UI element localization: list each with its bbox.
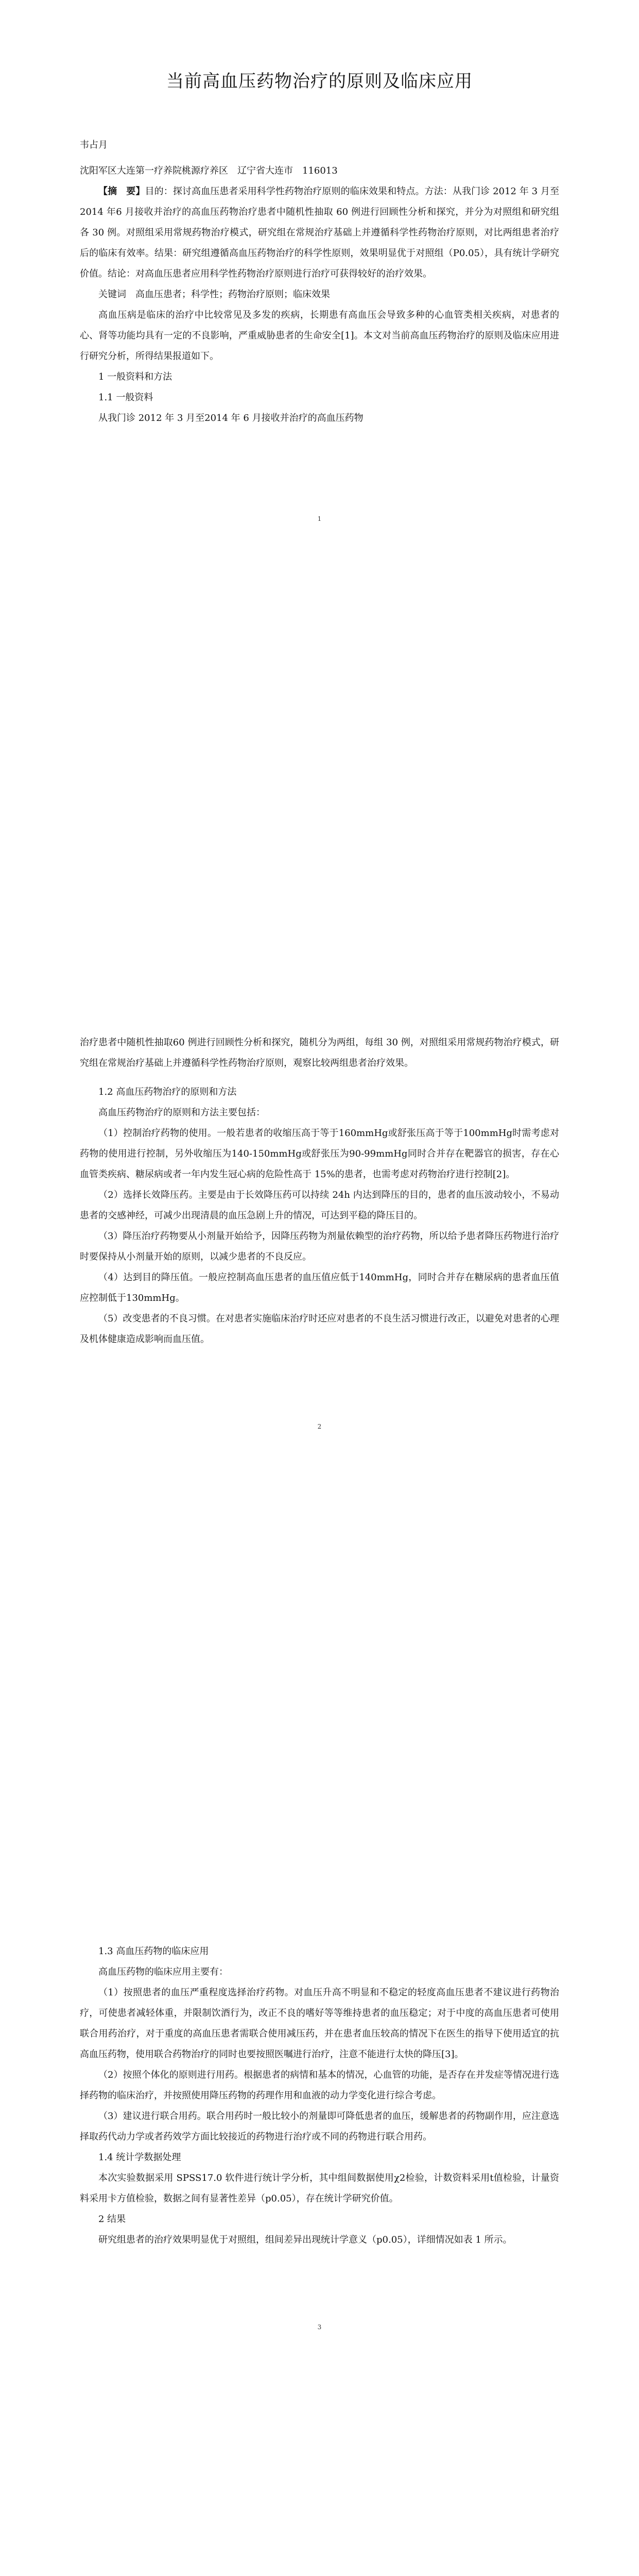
page-number: 1 [317,515,322,522]
author-affiliation: 沈阳军区大连第一疗养院桃源疗养区 辽宁省大连市 116013 [80,165,338,176]
section-1-3-heading: 1.3 高血压药物的临床应用 [98,1946,209,1957]
section-1-2-item: （1）控制治疗药物的使用。一般若患者的收缩压高于等于160mmHg或舒张压高于等于100mmHg时需考虑对药物的使用进行控制，另外收缩压为140-150mmHg或舒张压为90-99mmHg同时合并存在靶器官的损害，存在心血管类疾病、糖尿病或者一年内发生冠心病的危险性高于 15%的患者，也需考虑对药物治疗进行控制[2]。 [80,1128,559,1180]
section-1-1-text-end: 治疗患者中随机性抽取60 例进行回顾性分析和探究，随机分为两组，每组 30 例，对照组采用常规药物治疗模式，研究组在常规治疗基础上并遵循科学性药物治疗原则，观察比较两组患者治疗效果。 [80,1037,559,1069]
section-1-1-heading: 1.1 一般资料 [98,392,153,403]
keywords [80,284,559,305]
page-1 [0,0,639,904]
introduction-paragraph: 高血压病是临床的治疗中比较常见及多发的疾病，长期患有高血压会导致多种的心血管类相关疾病，对患者的心、肾等功能均具有一定的不良影响，严重威胁患者的生命安全[1]。本文对当前高血压药物治疗的原则及临床应用进行研究分析，所得结果报道如下。 [80,310,559,362]
section-1-3-intro: 高血压药物的临床应用主要有： [98,1967,228,1977]
page-3 [0,1807,639,2576]
section-1-1-text-start: 从我门诊 2012 年 3 月至2014 年 6 月接收并治疗的高血压药物 [98,413,364,423]
page-number: 3 [317,2324,322,2331]
page-3-body [80,1941,559,2250]
section-1-4-text: 本次实验数据采用 SPSS17.0 软件进行统计学分析，其中组间数据使用χ2检验，计数资料采用t值检验，计量资料采用卡方值检验，数据之间有显著性差异（p0.05），存在统计学研究价值。 [80,2173,559,2204]
section-1-2-item: （3）降压治疗药物要从小剂量开始给予，因降压药物为剂量依赖型的治疗药物，所以给予患者降压药物进行治疗时要保持从小剂量开始的原则，以减少患者的不良反应。 [80,1231,559,1262]
section-2-text: 研究组患者的治疗效果明显优于对照组，组间差异出现统计学意义（p0.05），详细情况如表 1 所示。 [98,2234,512,2245]
section-1-3-item: （1）按照患者的血压严重程度选择治疗药物。对血压升高不明显和不稳定的轻度高血压患者不建议进行药物治疗，可使患者减轻体重，并限制饮酒行为，改正不良的嗜好等等维持患者的血压稳定；对于中度的高血压患者可使用联合用药治疗，对于重度的高血压患者需联合使用减压药，并在患者血压较高的情况下在医生的指导下使用适宜的抗高血压药物，使用联合药物治疗的同时也要按照医嘱进行治疗，注意不能进行太快的降压[3]。 [80,1987,559,2060]
page-1-body [80,135,559,429]
section-1-2-item: （5）改变患者的不良习惯。在对患者实施临床治疗时还应对患者的不良生活习惯进行改正，以避免对患者的心理及机体健康造成影响而血压值。 [80,1313,559,1345]
section-1-heading: 1 一般资料和方法 [98,371,172,382]
abstract-label: 【摘 要】 [98,186,145,197]
section-1-4-heading: 1.4 统计学数据处理 [98,2152,181,2163]
section-1-2-intro: 高血压药物治疗的原则和方法主要包括： [98,1107,265,1118]
abstract [80,181,559,284]
section-1-3-item: （2）按照个体化的原则进行用药。根据患者的病情和基本的情况，心血管的功能，是否存在并发症等情况进行选择药物的临床治疗，并按照使用降压药物的药理作用和血液的动力学变化进行综合考虑。 [80,2070,559,2101]
author-name: 韦占月 [80,140,108,150]
page-number: 2 [317,1423,322,1430]
section-1-3-item: （3）建议进行联合用药。联合用药时一般比较小的剂量即可降低患者的血压，缓解患者的药物副作用，应注意选择取药代动力学或者药效学方面比较接近的药物进行治疗或不同的药物进行联合用药。 [80,2111,559,2142]
section-2-heading: 2 结果 [98,2214,126,2225]
keywords-label: 关键词 [98,289,126,300]
abstract-text: 目的：探讨高血压患者采用科学性药物治疗原则的临床效果和特点。方法：从我门诊 2012 年 3 月至2014 年6 月接收并治疗的高血压药物治疗患者中随机性抽取 60 例进行回顾性分析和探究，并分为对照组和研究组各 30 例。对照组采用常规药物治疗模式，研究组在常规治疗基础上并遵循科学性药物治疗原则，对比两组患者治疗后的临床有效率。结果：研究组遵循高血压药物治疗的科学性原则，效果明显优于对照组（P0.05），具有统计学研究价值。结论：对高血压患者应用科学性药物治疗原则进行治疗可获得较好的治疗效果。 [80,186,559,279]
section-1-2-heading: 1.2 高血压药物治疗的原则和方法 [98,1087,237,1097]
section-1-2-item: （2）选择长效降压药。主要是由于长效降压药可以持续 24h 内达到降压的目的，患者的血压波动较小，不易动患者的交感神经，可减少出现清晨的血压急剧上升的情况，可达到平稳的降压目的。 [80,1190,559,1221]
paper-title: 当前高血压药物治疗的原则及临床应用 [166,71,473,92]
keywords-text: 高血压患者；科学性；药物治疗原则；临床效果 [135,289,330,300]
page-2-body [80,1032,559,1350]
page-2 [0,904,639,1807]
section-1-2-item: （4）达到目的降压值。一般应控制高血压患者的血压值应低于140mmHg，同时合并存在糖尿病的患者血压值应控制低于130mmHg。 [80,1272,559,1303]
